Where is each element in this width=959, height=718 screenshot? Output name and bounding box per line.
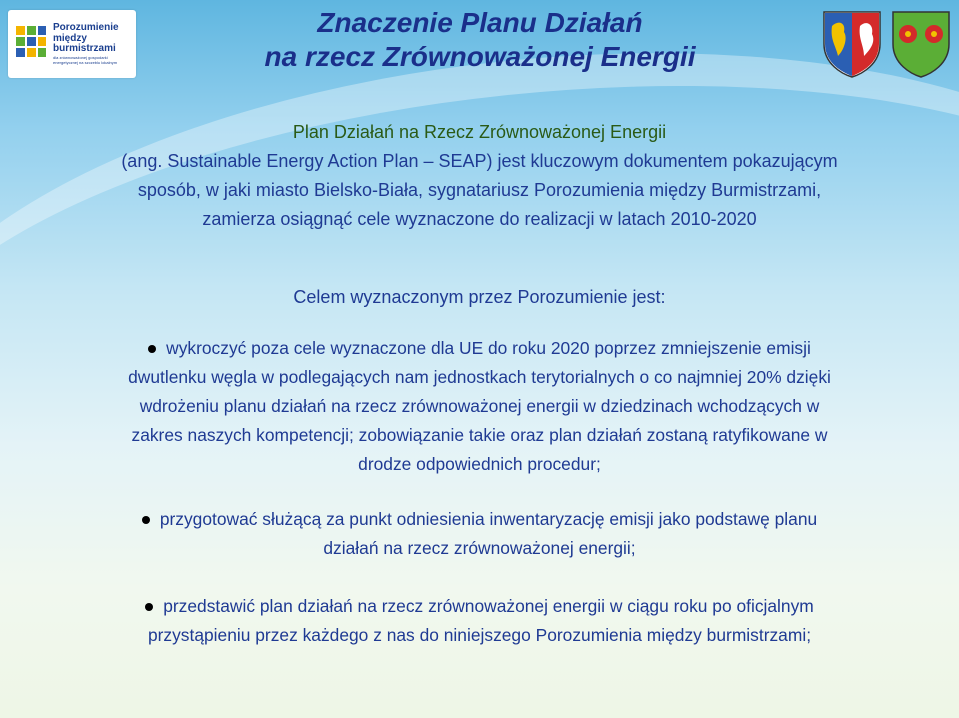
bullet-dot-icon	[145, 603, 153, 611]
covenant-of-mayors-logo	[8, 10, 136, 78]
logo-small2: energetycznej na szczeblu lokalnym	[53, 59, 118, 65]
intro-line3: sposób, w jaki miasto Bielsko-Biała, sygnatariusz Porozumienia między Burmistrzami,	[137, 180, 822, 200]
intro-paragraph	[20, 118, 939, 234]
bullet1-line4: zakres naszych kompetencji; zobowiązanie takie oraz plan działań zostaną ratyfikowane w	[131, 425, 828, 445]
bullet1-line1: wykroczyć poza cele wyznaczone dla UE do roku 2020 poprzez zmniejszenie emisji	[166, 338, 811, 358]
bullet1-line2: dwutlenku węgla w podlegających nam jednostkach terytorialnych o co najmniej 20% dzięki	[128, 367, 831, 387]
bullet-item-1	[20, 334, 939, 479]
biala-crest-icon	[891, 10, 951, 78]
bullet1-line5: drodze odpowiednich procedur;	[358, 454, 601, 474]
bullet3-line1: przedstawić plan działań na rzecz zrównoważonej energii w ciągu roku po oficjalnym	[163, 596, 814, 616]
bullet-dot-icon	[148, 345, 156, 353]
goal-heading: Celem wyznaczonym przez Porozumienie jest:	[293, 287, 666, 307]
logo-small1: dla zrównoważonej gospodarki	[53, 54, 108, 60]
bullet2-line2: działań na rzecz zrównoważonej energii;	[323, 538, 636, 558]
bullet3-line2: przystąpieniu przez każdego z nas do niniejszego Porozumienia między burmistrzami;	[147, 625, 812, 645]
logo-line2: między burmistrzami	[53, 32, 116, 55]
bullet2-line1: przygotować służącą za punkt odniesienia inwentaryzację emisji jako podstawę planu	[159, 509, 818, 529]
eu-energy-logo-icon	[14, 24, 48, 64]
bielsko-crest-icon	[822, 10, 882, 78]
intro-line4: zamierza osiągnąć cele wyznaczone do realizacji w latach 2010-2020	[202, 209, 757, 229]
intro-lead: Plan Działań na Rzecz Zrównoważonej Energii	[292, 122, 667, 142]
bullet-item-2	[20, 505, 939, 563]
title-line2: na rzecz Zrównoważonej Energii	[264, 41, 696, 72]
logo-line1: Porozumienie	[53, 22, 119, 34]
page-title	[180, 6, 780, 74]
bullet-item-3	[20, 592, 939, 650]
intro-line2: (ang. Sustainable Energy Action Plan – SEAP) jest kluczowym dokumentem pokazującym	[121, 151, 838, 171]
bullet-dot-icon	[142, 516, 150, 524]
title-line1: Znaczenie Planu Działań	[317, 7, 643, 38]
bullet1-line3: wdrożeniu planu działań na rzecz zrównoważonej energii w dziedzinach wchodzących w	[139, 396, 820, 416]
